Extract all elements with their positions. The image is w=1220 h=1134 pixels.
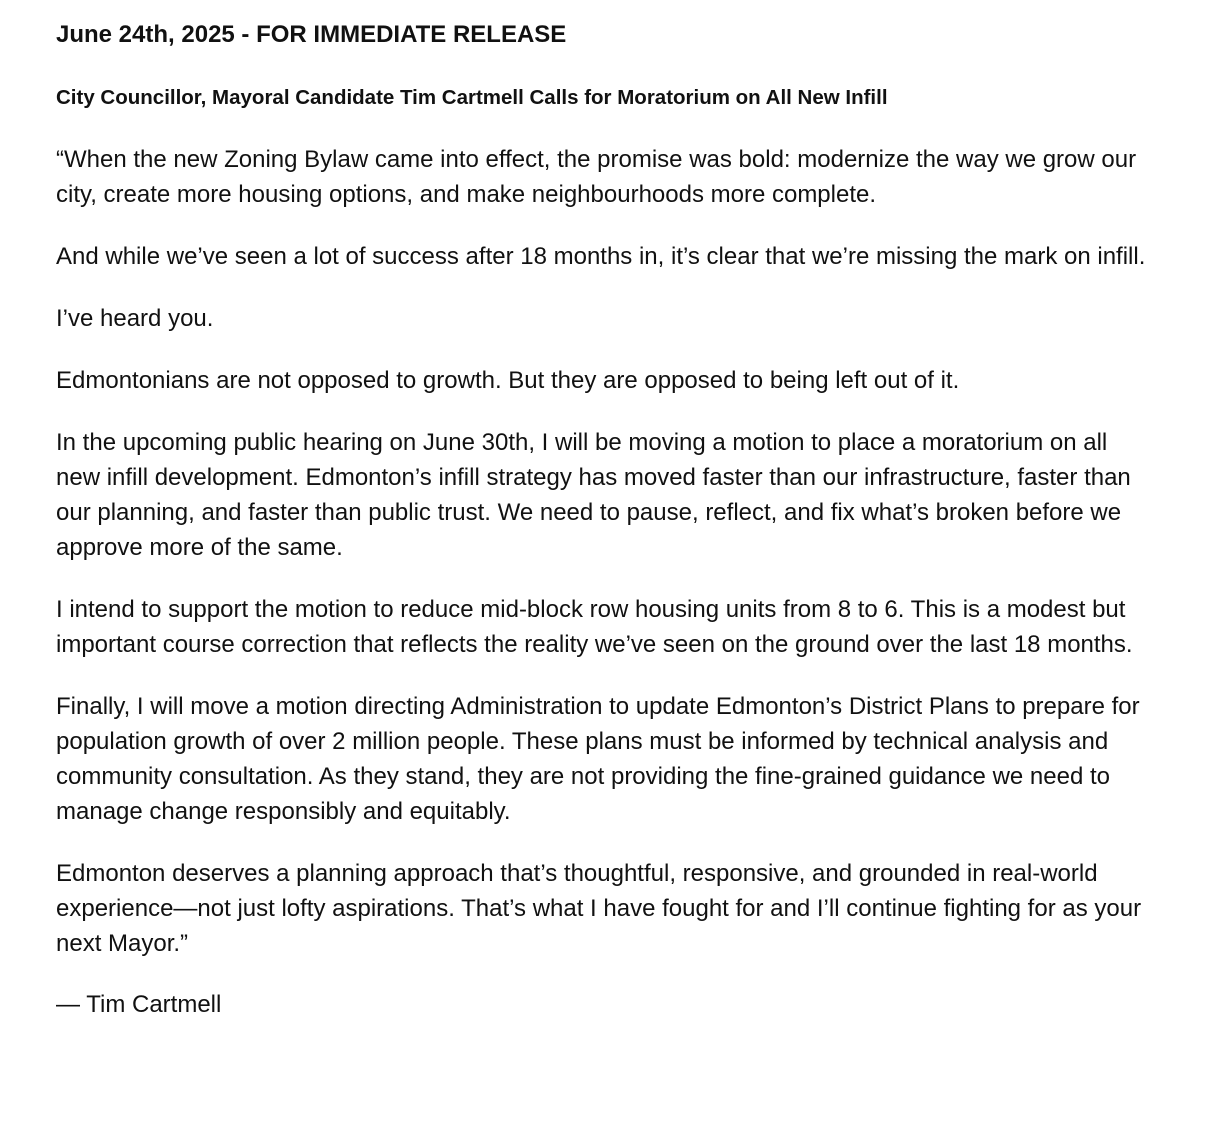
release-paragraph: And while we’ve seen a lot of success after 18 months in, it’s clear that we’re missing the mark on infill. xyxy=(56,243,1146,270)
release-dateline: June 24th, 2025 - FOR IMMEDIATE RELEASE xyxy=(56,21,567,48)
release-paragraph: “When the new Zoning Bylaw came into effect, the promise was bold: modernize the way we grow our city, create more housing options, and make neighbourhoods more complete. xyxy=(56,146,1137,208)
release-paragraph: Finally, I will move a motion directing Administration to update Edmonton’s District Plans to prepare for population growth of over 2 million people. These plans must be informed by technical analysis and community consultation. As they stand, they are not providing the fine-grained guidance we need to manage change responsibly and equitably. xyxy=(56,693,1140,825)
release-paragraph: I’ve heard you. xyxy=(56,305,214,332)
release-signature: — Tim Cartmell xyxy=(56,991,222,1018)
release-paragraph: I intend to support the motion to reduce mid-block row housing units from 8 to 6. This is a modest but important course correction that reflects the reality we’ve seen on the ground over the last 18 months. xyxy=(56,596,1133,658)
release-paragraph: In the upcoming public hearing on June 30th, I will be moving a motion to place a moratorium on all new infill development. Edmonton’s infill strategy has moved faster than our infrastructure, faster than our planning, and faster than public trust. We need to pause, reflect, and fix what’s broken before we approve more of the same. xyxy=(56,429,1131,561)
release-headline: City Councillor, Mayoral Candidate Tim Cartmell Calls for Moratorium on All New Infill xyxy=(56,86,888,109)
release-paragraph: Edmonton deserves a planning approach that’s thoughtful, responsive, and grounded in real-world experience—not just lofty aspirations. That’s what I have fought for and I’ll continue fighting for as your next Mayor.” xyxy=(56,860,1142,957)
release-paragraph: Edmontonians are not opposed to growth. But they are opposed to being left out of it. xyxy=(56,367,960,394)
